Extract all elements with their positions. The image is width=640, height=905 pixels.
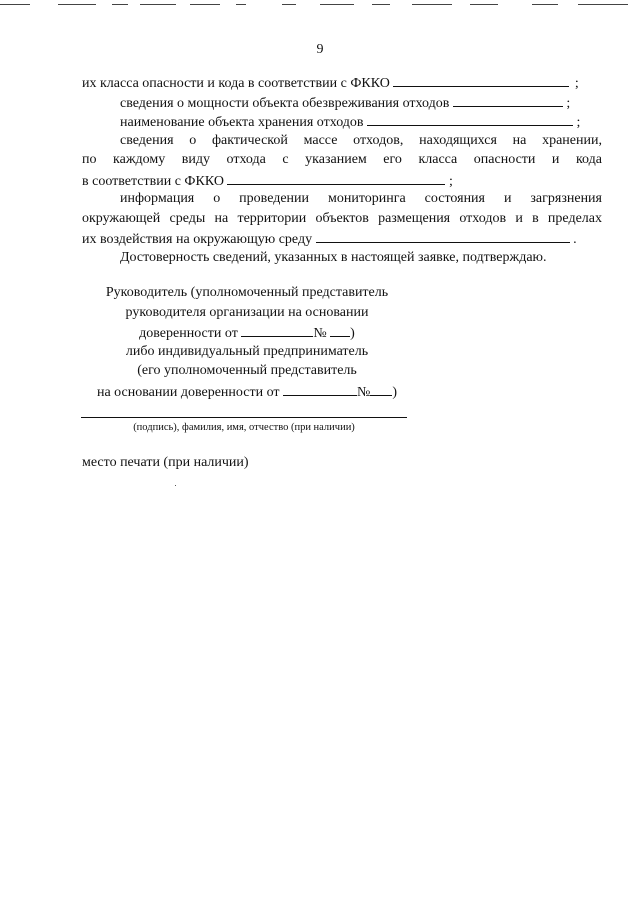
scan-artifact-top-edge xyxy=(0,4,640,8)
signature-block xyxy=(82,283,412,400)
text-line: Достоверность сведений, указанных в настоящей заявке, подтверждаю. xyxy=(120,249,547,265)
blank-field xyxy=(393,72,569,87)
blank-field xyxy=(241,322,313,337)
blank-field xyxy=(330,322,350,337)
stamp-place-label: место печати (при наличии) xyxy=(82,455,249,470)
blank-field xyxy=(316,228,570,243)
blank-field xyxy=(227,170,445,185)
text-line: их класса опасности и кода в соответствии с ФККО ; xyxy=(82,72,602,92)
blank-field xyxy=(453,92,563,107)
blank-field xyxy=(370,381,392,396)
text-line: в соответствии с ФККО ; xyxy=(82,170,602,190)
signature-line: либо индивидуальный предприниматель xyxy=(125,343,369,359)
text-line: наименование объекта хранения отходов ; xyxy=(82,111,602,131)
scan-speck xyxy=(175,485,176,486)
text-line: их воздействия на окружающую среду . xyxy=(82,228,602,248)
signature-line: доверенности от № ) xyxy=(82,322,412,342)
signature-line: Руководитель (уполномоченный представитель xyxy=(105,285,389,300)
text-line: окружающей среды на территории объектов размещения отходов и в пределах xyxy=(82,210,602,226)
blank-field xyxy=(367,111,573,126)
text-line: информация о проведении мониторинга состояния и загрязнения xyxy=(120,191,602,206)
body-text xyxy=(82,72,602,267)
signature-line: на основании доверенности от № ) xyxy=(82,381,412,401)
text-line: по каждому виду отхода с указанием его класса опасности и кода xyxy=(82,152,602,167)
signature-line: (его уполномоченный представитель xyxy=(137,363,357,378)
page-number: 9 xyxy=(316,42,324,57)
text-line: сведения о мощности объекта обезвреживания отходов ; xyxy=(82,92,602,112)
blank-field xyxy=(283,381,357,396)
signature-line: руководителя организации на основании xyxy=(125,304,369,320)
signature-caption: (подпись), фамилия, имя, отчество (при наличии) xyxy=(133,422,355,433)
signature-rule xyxy=(81,417,407,418)
text-line: сведения о фактической массе отходов, находящихся на хранении, xyxy=(120,132,602,148)
